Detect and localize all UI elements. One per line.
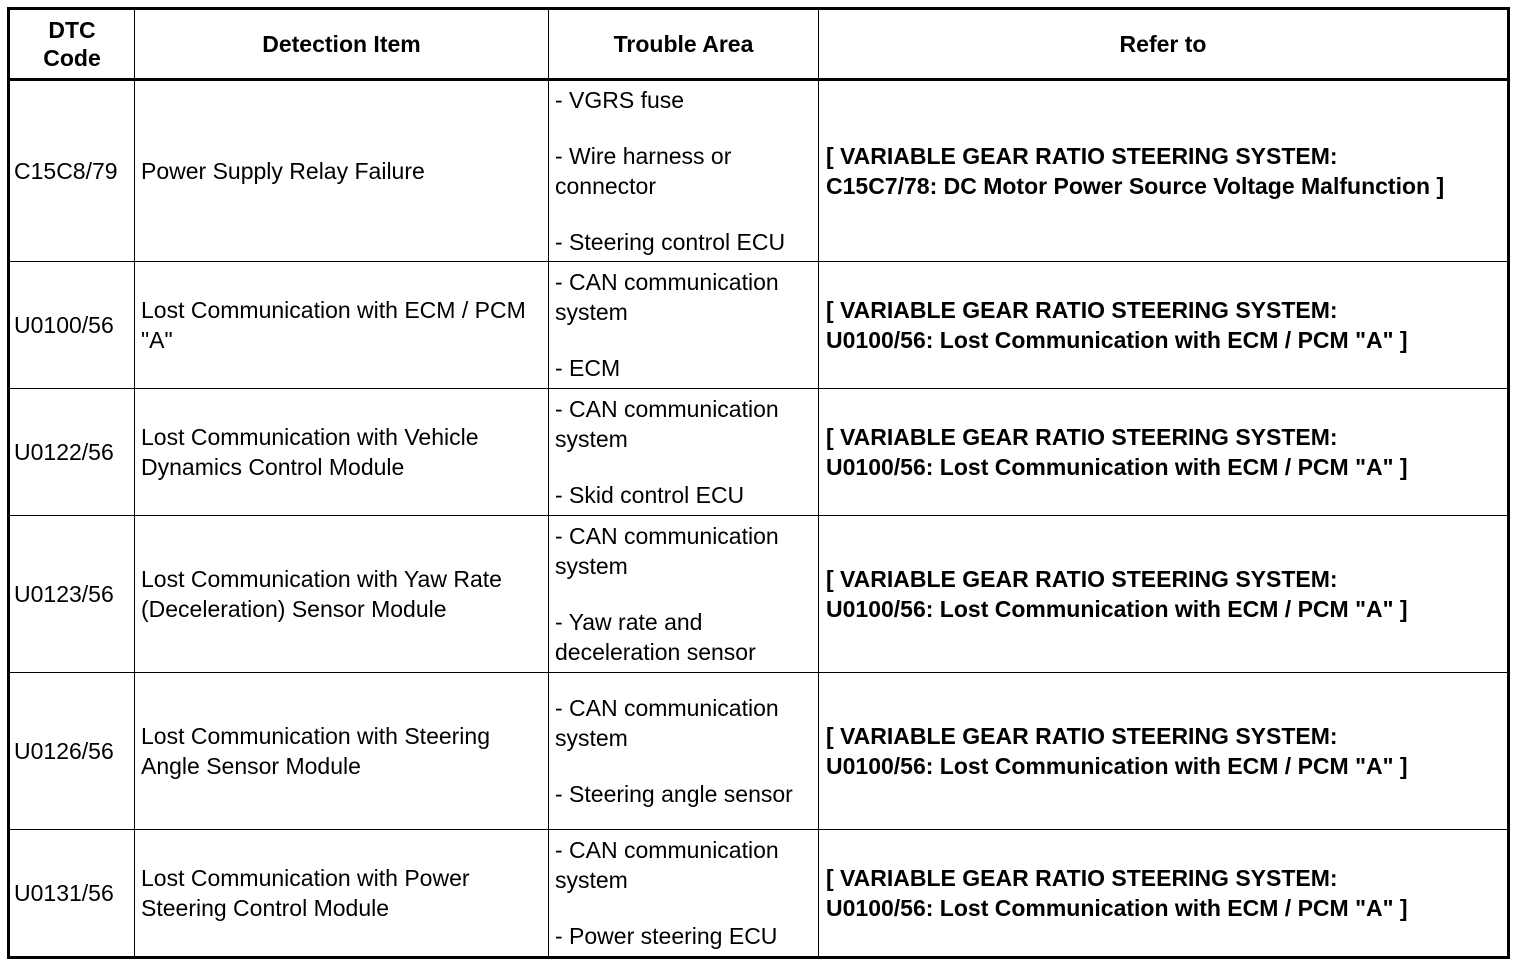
header-dtc-code — [9, 9, 135, 80]
table-row — [9, 262, 1509, 389]
header-detection-item: Detection Item — [135, 9, 549, 80]
dtc-code-cell: C15C8/79 — [9, 80, 135, 262]
refer-to-cell — [819, 830, 1509, 958]
detection-item-cell: Power Supply Relay Failure — [135, 80, 549, 262]
refer-to-cell — [819, 516, 1509, 673]
refer-to-line1: [ VARIABLE GEAR RATIO STEERING SYSTEM: — [826, 723, 1338, 749]
detection-item-cell: Lost Communication with Steering Angle Sensor Module — [135, 673, 549, 830]
trouble-area-item: - CAN communication system — [555, 837, 779, 893]
refer-to-line1: [ VARIABLE GEAR RATIO STEERING SYSTEM: — [826, 566, 1338, 592]
trouble-area-cell — [549, 262, 819, 389]
refer-to-line1: [ VARIABLE GEAR RATIO STEERING SYSTEM: — [826, 143, 1338, 169]
refer-to-line2: U0100/56: Lost Communication with ECM / PCM "A" ] — [826, 895, 1408, 921]
trouble-area-item: - Skid control ECU — [555, 482, 745, 508]
dtc-code-cell: U0123/56 — [9, 516, 135, 673]
refer-to-line2: U0100/56: Lost Communication with ECM / PCM "A" ] — [826, 596, 1408, 622]
header-dtc-line1: DTC — [48, 17, 96, 43]
trouble-area-item: - Wire harness or connector — [555, 143, 732, 199]
refer-to-line1: [ VARIABLE GEAR RATIO STEERING SYSTEM: — [826, 424, 1338, 450]
refer-to-cell — [819, 80, 1509, 262]
trouble-area-item: - ECM — [555, 355, 621, 381]
trouble-area-item: - Power steering ECU — [555, 923, 778, 949]
trouble-area-item: - CAN communication system — [555, 396, 779, 452]
dtc-code-cell: U0122/56 — [9, 389, 135, 516]
refer-to-line1: [ VARIABLE GEAR RATIO STEERING SYSTEM: — [826, 865, 1338, 891]
refer-to-line2: U0100/56: Lost Communication with ECM / PCM "A" ] — [826, 327, 1408, 353]
table-row — [9, 80, 1509, 262]
header-row — [9, 9, 1509, 80]
refer-to-cell — [819, 262, 1509, 389]
trouble-area-cell — [549, 80, 819, 262]
dtc-code-cell: U0100/56 — [9, 262, 135, 389]
table-row — [9, 389, 1509, 516]
dtc-code-cell: U0131/56 — [9, 830, 135, 958]
detection-item-cell: Lost Communication with Power Steering Control Module — [135, 830, 549, 958]
trouble-area-item: - CAN communication system — [555, 523, 779, 579]
refer-to-line2: U0100/56: Lost Communication with ECM / PCM "A" ] — [826, 454, 1408, 480]
trouble-area-item: - Yaw rate and deceleration sensor — [555, 609, 756, 665]
trouble-area-cell — [549, 389, 819, 516]
header-refer-to: Refer to — [819, 9, 1509, 80]
trouble-area-cell — [549, 516, 819, 673]
trouble-area-item: - CAN communication system — [555, 695, 779, 751]
refer-to-cell — [819, 673, 1509, 830]
refer-to-cell — [819, 389, 1509, 516]
detection-item-cell: Lost Communication with ECM / PCM "A" — [135, 262, 549, 389]
dtc-table — [7, 7, 1510, 959]
detection-item-cell: Lost Communication with Yaw Rate (Deceleration) Sensor Module — [135, 516, 549, 673]
table-row — [9, 673, 1509, 830]
trouble-area-item: - Steering angle sensor — [555, 781, 793, 807]
trouble-area-item: - CAN communication system — [555, 269, 779, 325]
trouble-area-cell — [549, 673, 819, 830]
header-dtc-line2: Code — [43, 45, 101, 71]
table-row — [9, 516, 1509, 673]
trouble-area-item: - VGRS fuse — [555, 87, 685, 113]
trouble-area-cell — [549, 830, 819, 958]
refer-to-line2: U0100/56: Lost Communication with ECM / PCM "A" ] — [826, 753, 1408, 779]
trouble-area-item: - Steering control ECU — [555, 229, 786, 255]
refer-to-line1: [ VARIABLE GEAR RATIO STEERING SYSTEM: — [826, 297, 1338, 323]
table-row — [9, 830, 1509, 958]
header-trouble-area: Trouble Area — [549, 9, 819, 80]
refer-to-line2: C15C7/78: DC Motor Power Source Voltage Malfunction ] — [826, 173, 1445, 199]
detection-item-cell: Lost Communication with Vehicle Dynamics Control Module — [135, 389, 549, 516]
dtc-code-cell: U0126/56 — [9, 673, 135, 830]
